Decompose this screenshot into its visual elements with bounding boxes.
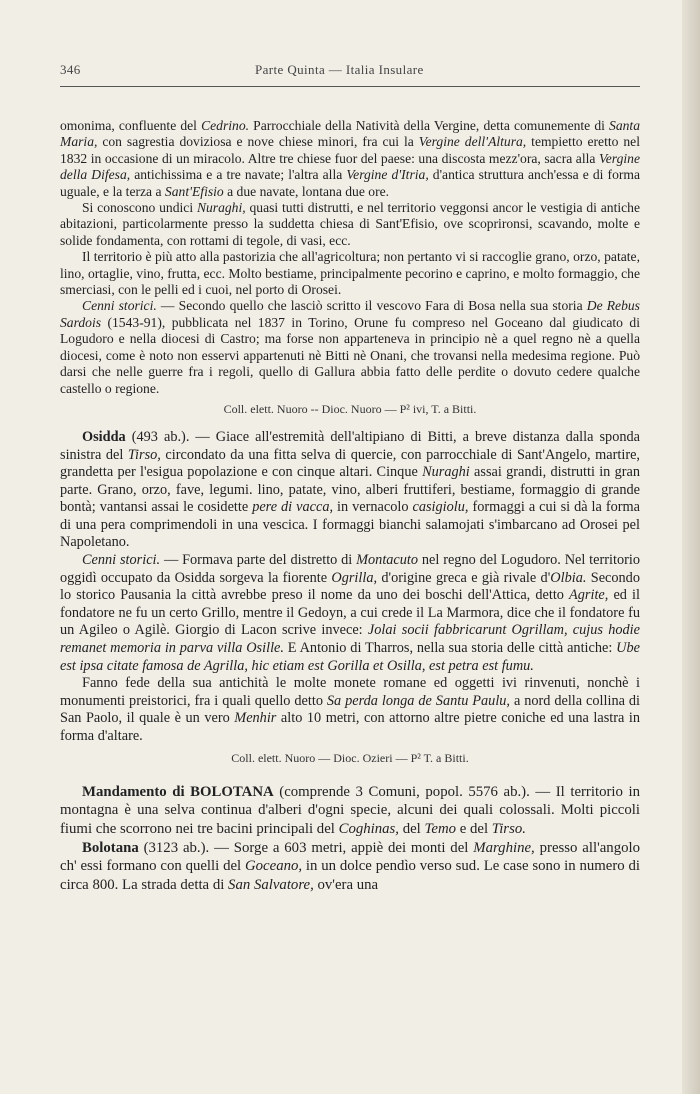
electoral-note: Coll. elett. Nuoro -- Dioc. Nuoro — P² ivi, T. a Bitti. (223, 401, 477, 416)
section-bolotana (60, 783, 640, 895)
header-rule (60, 86, 640, 87)
paragraph-churches: omonima, confluente del Cedrino. Parrocchiale della Natività della Vergine, detta comunemente di Santa Maria, con sagrestia doviziosa e nove chiese minori, fra cui la Vergine dell'Altura, tempietto eretto nel 1832 in occasione di un miracolo. Altre tre chiese fuor del paese: una discosta mezz'ora, sacra alla Vergine della Difesa, antichissima e a tre navate; l'altra alla Vergine d'Itria, d'antica struttura anch'essa e di forma uguale, e la terza a Sant'Efisio a due navate, lontana due ore. (60, 118, 640, 199)
running-header (60, 62, 640, 78)
paragraph-osidda: Osidda (493 ab.). — Giace all'estremità dell'altipiano di Bitti, a breve distanza dalla sponda sinistra del Tirso, circondato da una fitta selva di quercie, con parrocchiale di Sant'Angelo, martire, grandetta per l'esigua popolazione e con cinque altari. Cinque Nuraghi assai grandi, distrutti in gran parte. Grano, orzo, fave, legumi. lino, patate, vino, alberi fruttiferi, bestiame, formaggio di grande bontà; vantansi assai le cosidette pere di vacca, in vernacolo casigiolu, formaggi a cui si dà la forma di una pera comprimendoli in una vescica. I formaggi bianchi salamojati s'imbarcano ad Orosei pel Napoletano. (60, 428, 641, 551)
paragraph-territory: Il territorio è più atto alla pastorizia che all'agricoltura; non pertanto vi si raccoglie grano, orzo, patate, lino, ortaglie, vino, frutta, ecc. Molto bestiame, principalmente pecorino e caprino, e molto formaggio, che smerciasi, con le pelli ed i cuoi, nel porto di Orosei. (60, 249, 640, 298)
section-orune (60, 118, 640, 417)
paragraph-mandamento: Mandamento di BOLOTANA (comprende 3 Comuni, popol. 5576 ab.). — Il territorio in montagna è una selva continua d'alberi d'ogni specie, alcuni dei quali colossali. Molti piccoli fiumi che scorrono nei tre bacini principali del Coghinas, del Temo e del Tirso. (60, 783, 640, 837)
paragraph-history: Cenni storici. — Secondo quello che lasciò scritto il vescovo Fara di Bosa nella sua storia De Rebus Sardois (1543-91), pubblicata nel 1837 in Torino, Orune fu compreso nel Goceano dal giudicato di Logudoro e nella diocesi di Castro; ma forse non apparteneva in principio nè a quel regno nè a quella diocesi, come è noto non esservi appartenuti nè Bitti nè Onani, che trovansi nella medesima regione. Può darsi che nelle guerre fra i regoli, quello di Gallura abbia fatto delle perdite o dovuto cedere qualche castello o regione. (60, 298, 640, 396)
section-spacer (60, 775, 640, 783)
page-gutter-shadow (682, 0, 700, 1094)
page-body (60, 118, 640, 895)
page-number: 346 (60, 62, 81, 77)
paragraph-bolotana: Bolotana (3123 ab.). — Sorge a 603 metri, appiè dei monti del Marghine, presso all'angolo ch' essi formano con quelli del Goceano, in un dolce pendìo verso sud. Le case sono in numero di circa 800. La strada detta di San Salvatore, ov'era una (60, 839, 641, 894)
section-osidda (60, 429, 640, 766)
paragraph-nuraghi: Si conoscono undici Nuraghi, quasi tutti distrutti, e nel territorio veggonsi ancor le vestigia di antiche abitazioni, particolarmente presso la suddetta chiesa di Sant'Efisio, ove scoprironsi, scavando, molte e solide fondamenta, con rottami di tegole, di vasi, ecc. (60, 200, 640, 248)
running-title: Parte Quinta — Italia Insulare (255, 62, 424, 77)
paragraph-monuments: Fanno fede della sua antichità le molte monete romane ed oggetti ivi rinvenuti, nonchè i monumenti preistorici, fra i quali quello detto Sa perda longa de Santu Paulu, a nord della collina di San Paolo, il quale è un vero Menhir alto 10 metri, con attorno altre pietre coniche ed una lastra in forma d'altare. (60, 675, 641, 744)
electoral-note: Coll. elett. Nuoro — Dioc. Ozieri — P² T. a Bitti. (231, 750, 469, 765)
paragraph-osidda-history: Cenni storici. — Formava parte del distretto di Montacuto nel regno del Logudoro. Nel territorio oggidì occupato da Osidda sorgeva la fiorente Ogrilla, d'origine greca e già rivale d'Olbia. Secondo lo storico Pausania la città avrebbe preso il nome da uno dei boschi dell'Attica, detto Agrite, ed il fondatore ne fu un certo Grillo, mentre il Gedoyn, a cui crede il La Marmora, dice che il fondatore fu un Agileo o Agilè. Giorgio di Lacon scrive invece: Jolai socii fabbricarunt Ogrillam, cujus hodie remanet memoria in parva villa Osille. E Antonio di Tharros, nella sua storia delle città antiche: Ube est ipsa citate famosa de Agrilla, hic etiam est Gorilla et Osilla, est petra est fumu. (60, 552, 640, 674)
